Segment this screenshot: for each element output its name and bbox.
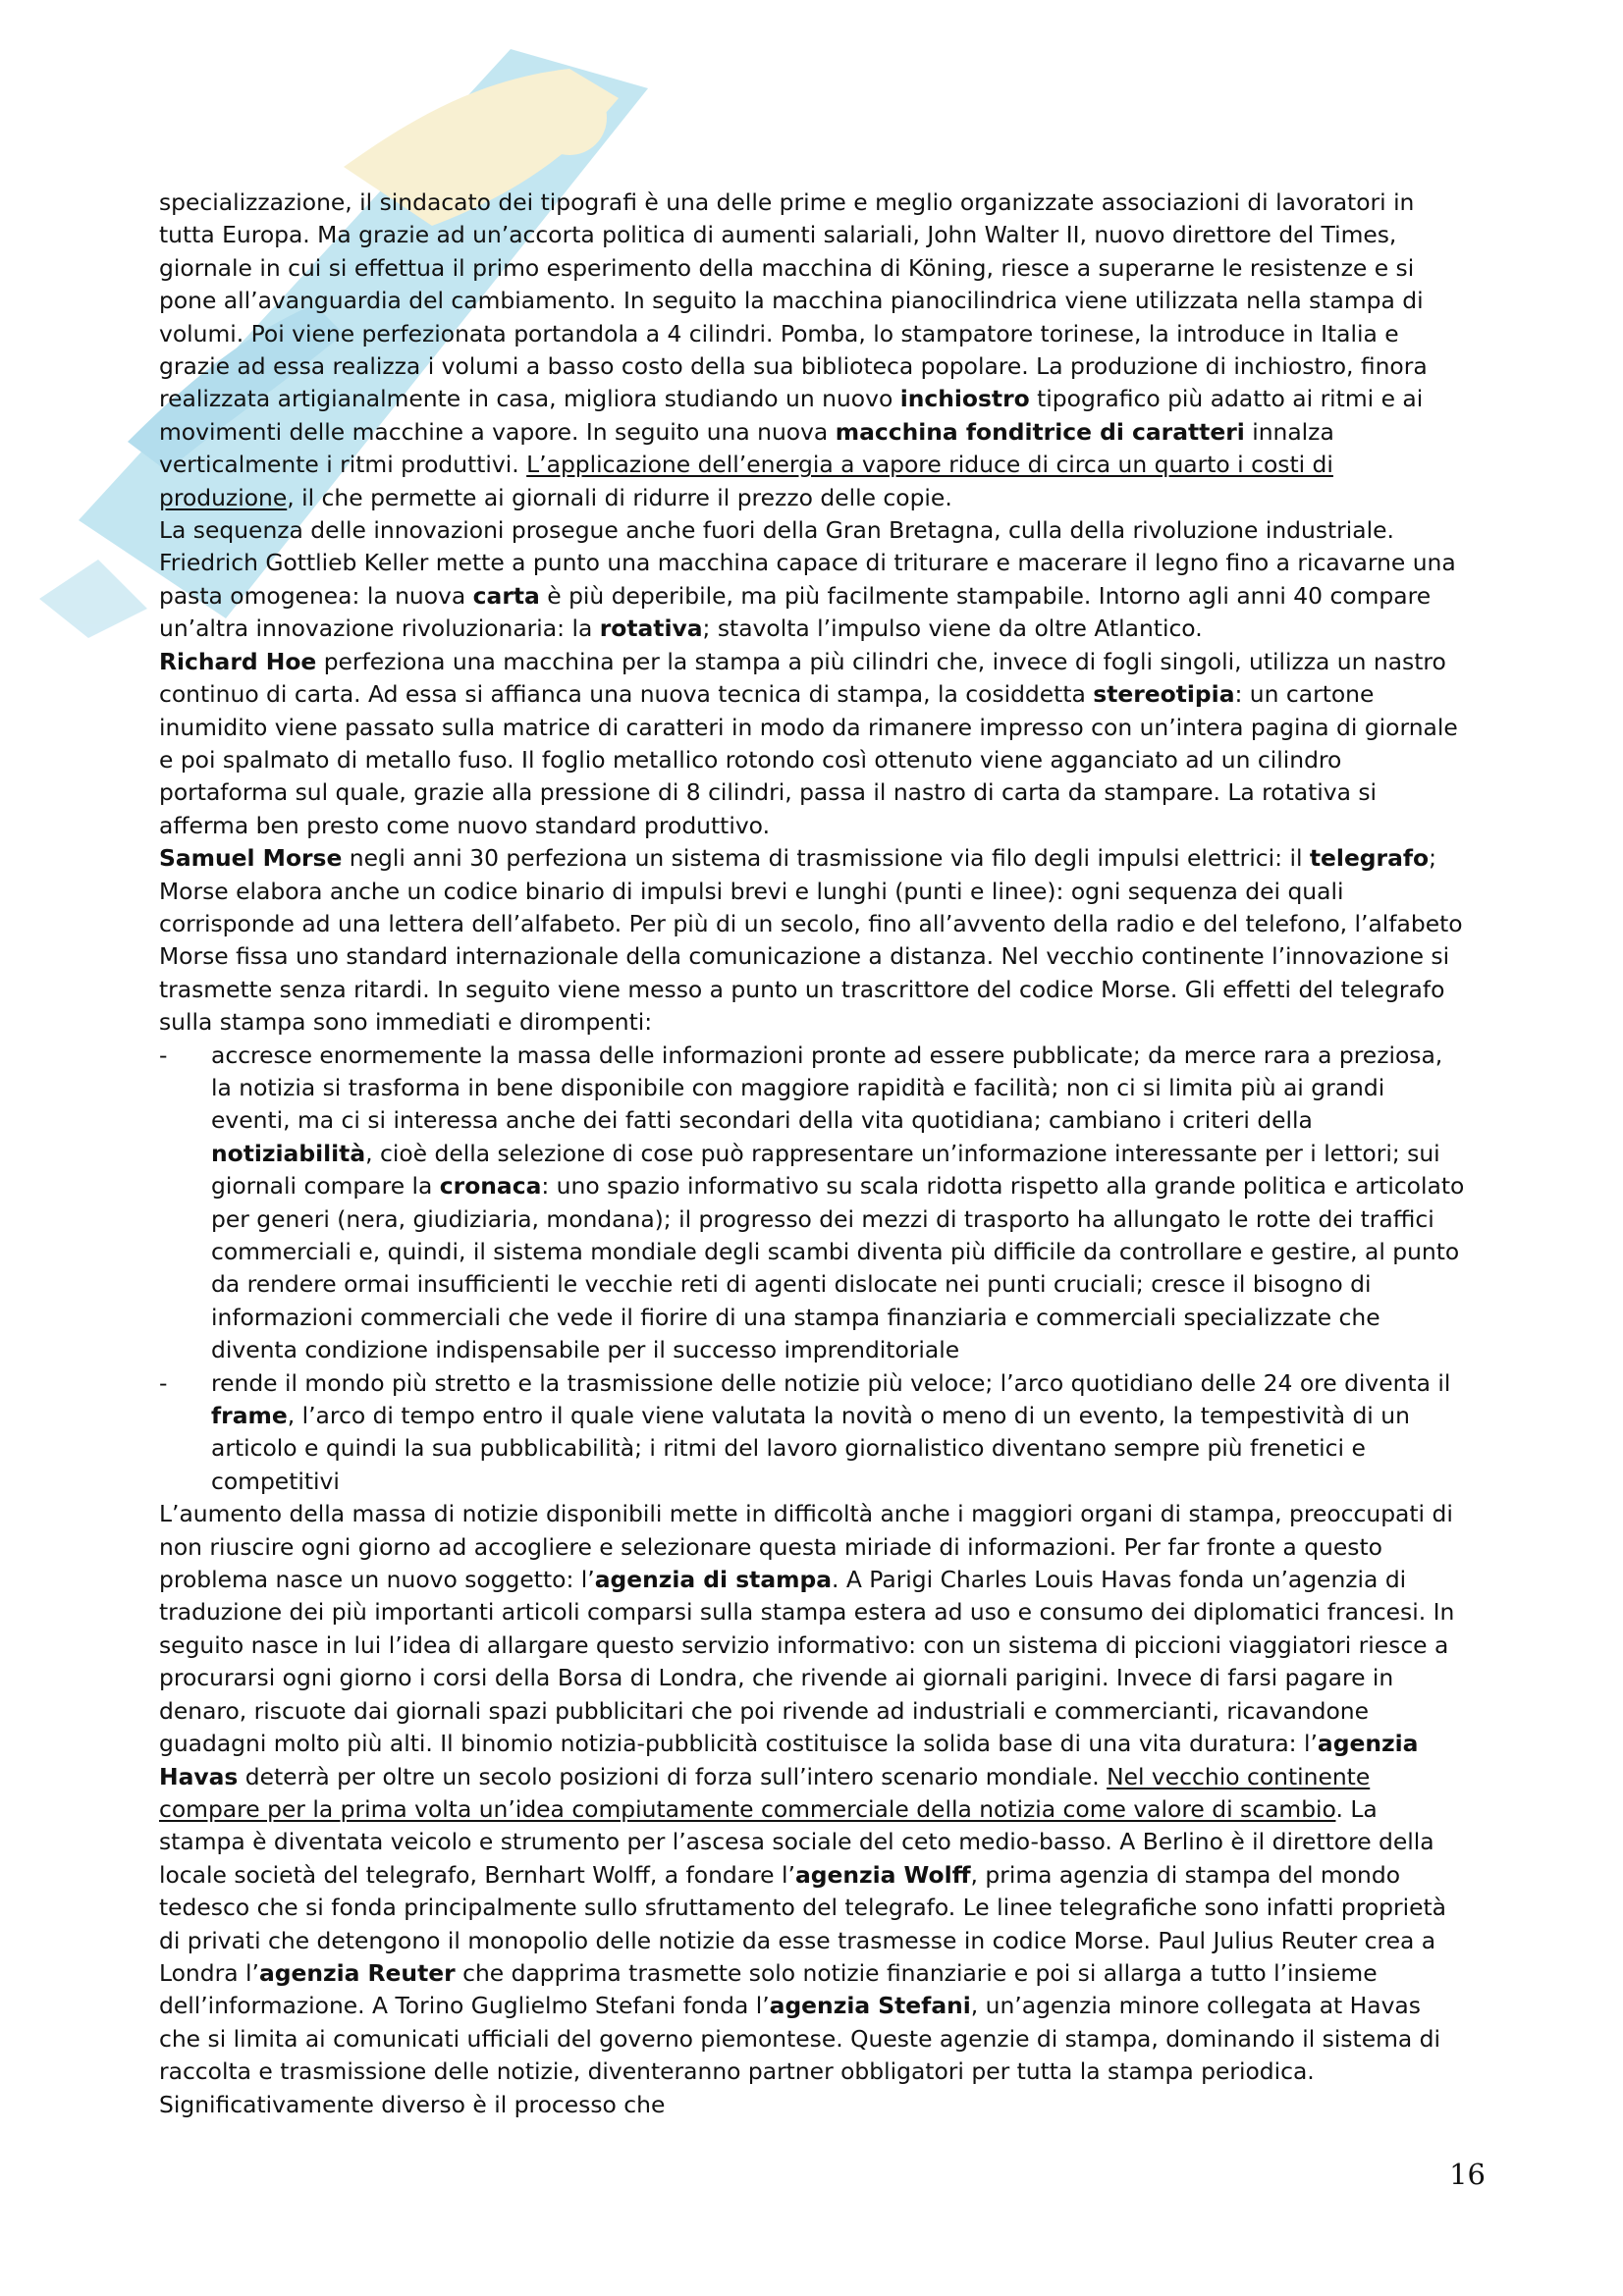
list-item bbox=[211, 1040, 1465, 1367]
text-run: : un cartone inumidito viene passato sulla matrice di caratteri in modo da rimanere impresso con un’intera pagina di giornale e poi spalmato di metallo fuso. Il foglio metallico rotondo così ottenuto viene agganciato ad un cilindro portaforma sul quale, grazie alla pressione di 8 cilindri, passa il nastro di carta da stampare. La rotativa si afferma ben presto come nuovo standard produttivo. bbox=[159, 680, 1458, 839]
bold-term: agenzia di stampa bbox=[594, 1566, 832, 1594]
bold-term: frame bbox=[211, 1402, 288, 1430]
text-run: , un’agenzia minore collegata at Havas che si limita ai comunicati ufficiali del governo piemontese. Queste agenzie di stampa, dominando il sistema di raccolta e trasmissione delle notizie, diventeranno partner obbligatori per tutta la stampa periodica. Significativamente diverso è il processo che bbox=[159, 1992, 1440, 2118]
text-run: . La stampa è diventata veicolo e strumento per l’ascesa sociale del ceto medio-basso. A Berlino è il direttore della locale società del telegrafo, Bernhart Wolff, a fondare l’ bbox=[159, 1794, 1434, 1889]
bold-term: carta bbox=[472, 581, 540, 610]
text-run: , prima agenzia di stampa del mondo tedesco che si fonda principalmente sullo sfruttamento del telegrafo. Le linee telegrafiche sono infatti proprietà di privati che detengono il monopolio delle notizie da esse trasmesse in codice Morse. Paul Julius Reuter crea a Londra l’ bbox=[159, 1860, 1447, 1987]
bold-term: agenzia Havas bbox=[159, 1730, 1419, 1790]
effects-list bbox=[159, 1040, 1465, 1499]
underlined-text: Nel vecchio continente compare per la prima volta un’idea compiutamente commerciale della notizia come valore di scambio bbox=[159, 1762, 1371, 1823]
bold-term: Samuel Morse bbox=[159, 844, 343, 873]
page-number: 16 bbox=[1449, 2158, 1486, 2191]
document-body bbox=[159, 187, 1465, 2121]
text-run: che dapprima trasmette solo notizie finanziarie e poi si allarga a tutto l’insieme dell’informazione. A Torino Guglielmo Stefani fonda l’ bbox=[159, 1958, 1378, 2020]
bold-term: cronaca bbox=[439, 1172, 542, 1201]
bold-term: Richard Hoe bbox=[159, 647, 317, 675]
text-run: perfeziona una macchina per la stampa a più cilindri che, invece di fogli singoli, utilizza un nastro continuo di carta. Ad essa si affianca una nuova tecnica di stampa, la cosiddetta bbox=[159, 647, 1446, 709]
text-run: . A Parigi Charles Louis Havas fonda un’agenzia di traduzione dei più importanti articoli comparsi sulla stampa estera ad uso e consumo dei diplomatici francesi. In seguito nasce in lui l’idea di allargare questo servizio informativo: con un sistema di piccioni viaggiatori riesce a procurarsi ogni giorno i corsi della Borsa di Londra, che rivende ai giornali parigini. Invece di farsi pagare in denaro, riscuote dai giornali spazi pubblicitari che poi rivende ad industriali e commercianti, ricavandone guadagni molto più alti. Il binomio notizia-pubblicità costituisce la solida base di una vita duratura: l’ bbox=[159, 1566, 1455, 1758]
paragraph bbox=[159, 842, 1465, 1039]
text-run: La sequenza delle innovazioni prosegue anche fuori della Gran Bretagna, culla della rivoluzione industriale. Friedrich Gottlieb Keller mette a punto una macchina capace di triturare e macerare il legno fino a ricavarne una pasta omogenea: la nuova bbox=[159, 516, 1456, 610]
text-run: ; stavolta l’impulso viene da oltre Atlantico. bbox=[702, 614, 1203, 643]
text-run: , cioè della selezione di cose può rappresentare un’informazione interessante per i lettori; sui giornali compare la bbox=[211, 1139, 1440, 1201]
text-run: , il che permette ai giornali di ridurre il prezzo delle copie. bbox=[287, 483, 952, 511]
bold-term: macchina fonditrice di caratteri bbox=[835, 417, 1245, 446]
list-item bbox=[211, 1367, 1465, 1499]
bold-term: rotativa bbox=[599, 614, 703, 643]
bold-term: agenzia Reuter bbox=[258, 1958, 456, 1987]
text-run: ; Morse elabora anche un codice binario di impulsi brevi e lunghi (punti e linee): ogni sequenza dei quali corrisponde ad una lettera dell’alfabeto. Per più di un secolo, fino all’avvento della radio e del telefono, l’alfabeto Morse fissa uno standard internazionale della comunicazione a distanza. Nel vecchio continente l’innovazione si trasmette senza ritardi. In seguito viene messo a punto un trascrittore del codice Morse. Gli effetti del telegrafo sulla stampa sono immediati e dirompenti: bbox=[159, 844, 1463, 1037]
text-run: deterrà per oltre un secolo posizioni di forza sull’intero scenario mondiale. bbox=[238, 1762, 1108, 1790]
bold-term: stereotipia bbox=[1093, 680, 1235, 709]
text-run: accresce enormemente la massa delle informazioni pronte ad essere pubblicate; da merce rara a preziosa, la notizia si trasforma in bene disponibile con maggiore rapidità e facilità; non ci si limita più ai grandi eventi, ma ci si interessa anche dei fatti secondari della vita quotidiana; cambiano i criteri della bbox=[211, 1041, 1443, 1135]
text-run: L’aumento della massa di notizie disponibili mette in difficoltà anche i maggiori organi di stampa, preoccupati di non riuscire ogni giorno ad accogliere e selezionare questa miriade di informazioni. Per far fronte a questo problema nasce un nuovo soggetto: l’ bbox=[159, 1500, 1453, 1594]
paragraph bbox=[159, 646, 1465, 842]
bold-term: agenzia Stefani bbox=[769, 1992, 971, 2020]
text-run: è più deperibile, ma più facilmente stampabile. Intorno agli anni 40 compare un’altra innovazione rivoluzionaria: la bbox=[159, 581, 1432, 643]
underlined-text: L’applicazione dell’energia a vapore riduce di circa un quarto i costi di produzione bbox=[159, 451, 1333, 511]
text-run: : uno spazio informativo su scala ridotta rispetto alla grande politica e articolato per generi (nera, giudiziaria, mondana); il progresso dei mezzi di trasporto ha allungato le rotte dei traffici commerciali e, quindi, il sistema mondiale degli scambi diventa più difficile da controllare e gestire, al punto da rendere ormai insufficienti le vecchie reti di agenti dislocate nei punti cruciali; cresce il bisogno di informazioni commerciali che vede il fiorire di una stampa finanziaria e commerciali specializzate che diventa condizione indispensabile per il successo imprenditoriale bbox=[211, 1172, 1465, 1364]
text-run: , l’arco di tempo entro il quale viene valutata la novità o meno di un evento, la tempestività di un articolo e quindi la sua pubblicabilità; i ritmi del lavoro giornalistico diventano sempre più frenetici e competitivi bbox=[211, 1402, 1410, 1495]
paragraph bbox=[159, 187, 1465, 514]
text-run: rende il mondo più stretto e la trasmissione delle notizie più veloce; l’arco quotidiano delle 24 ore diventa il bbox=[211, 1368, 1451, 1397]
paragraph bbox=[159, 1498, 1465, 2121]
text-run: negli anni 30 perfeziona un sistema di trasmissione via filo degli impulsi elettrici: il bbox=[342, 844, 1310, 873]
bold-term: notiziabilità bbox=[211, 1139, 366, 1167]
bold-term: agenzia Wolff bbox=[794, 1860, 971, 1889]
text-run: innalza verticalmente i ritmi produttivi. bbox=[159, 417, 1334, 479]
text-run: tipografico più adatto ai ritmi e ai movimenti delle macchine a vapore. In seguito una nuova bbox=[159, 385, 1424, 446]
paragraph bbox=[159, 514, 1465, 646]
text-run: specializzazione, il sindacato dei tipografi è una delle prime e meglio organizzate associazioni di lavoratori in tutta Europa. Ma grazie ad un’accorta politica di aumenti salariali, John Walter II, nuovo direttore del Times, giornale in cui si effettua il primo esperimento della macchina di Köning, riesce a superarne le resistenze e si pone all’avanguardia del cambiamento. In seguito la macchina pianocilindrica viene utilizzata nella stampa di volumi. Poi viene perfezionata portandola a 4 cilindri. Pomba, lo stampatore torinese, la introduce in Italia e grazie ad essa realizza i volumi a basso costo della sua biblioteca popolare. La produzione di inchiostro, finora realizzata artigianalmente in casa, migliora studiando un nuovo bbox=[159, 188, 1428, 413]
bold-term: inchiostro bbox=[899, 385, 1030, 413]
bold-term: telegrafo bbox=[1309, 844, 1430, 873]
